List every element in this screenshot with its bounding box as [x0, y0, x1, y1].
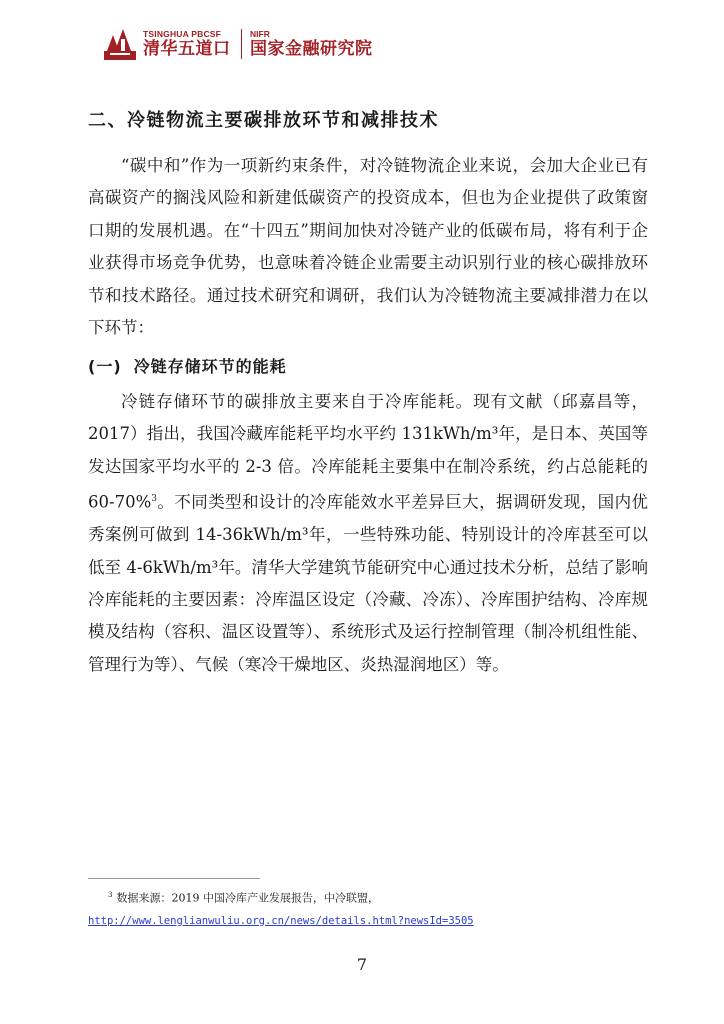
footnote-reference[interactable]: 3 [151, 494, 157, 505]
nifr-chinese: 国家金融研究院 [250, 39, 373, 60]
footnote-link[interactable]: http://www.lenglianwuliu.org.cn/news/details.html?newsId=3505 [88, 914, 474, 927]
footnote-line [88, 884, 648, 910]
section-title: 二、冷链物流主要碳排放环节和减排技术 [88, 110, 439, 131]
nifr-english: NIFR [250, 28, 270, 39]
brand-english: TSINGHUA PBCSF [143, 28, 222, 39]
nifr-block [250, 30, 373, 59]
footnote [88, 884, 648, 933]
brand-chinese: 清华五道口 [143, 39, 231, 60]
logo-divider [241, 29, 243, 59]
page-number: 7 [356, 955, 368, 974]
subsection-title [88, 354, 287, 377]
brand-block [143, 30, 231, 59]
body-text-part1: 冷链存储环节的碳排放主要来自于冷库能耗。现有文献（邱嘉昌等，2017）指出，我国冷藏库能耗平均水平约 131kWh/m³年，是日本、英国等发达国家平均水平的 2-3 倍。冷库能耗主要集中在制冷系统，约占总能耗的 60-70% [88, 392, 648, 512]
body-text-part2: 。不同类型和设计的冷库能效水平差异巨大，据调研发现，国内优秀案例可做到 14-36kWh/m³年，一些特殊功能、特别设计的冷库甚至可以低至 4-6kWh/m³年。清华大学建筑节能研究中心通过技术分析，总结了影响冷库能耗的主要因素：冷库温区设定（冷藏、冷冻）、冷库围护结构、冷库规模及结构（容积、温区设置等）、系统形式及运行控制管理（制冷机组性能、管理行为等）、气候（寒冷干燥地区、炎热湿润地区）等。 [88, 492, 648, 674]
intro-paragraph: “碳中和”作为一项新约束条件，对冷链物流企业来说，会加大企业已有高碳资产的搁浅风险和新建低碳资产的投资成本，但也为企业提供了政策窗口期的发展机遇。在“十四五”期间加快对冷链产业的低碳布局，将有利于企业获得市场竞争优势，也意味着冷链企业需要主动识别行业的核心碳排放环节和技术路径。通过技术研究和调研，我们认为冷链物流主要减排潜力在以下环节： [88, 156, 648, 338]
subsection-title-text: 冷链存储环节的能耗 [133, 357, 287, 376]
footnote-divider [88, 878, 260, 879]
body-paragraph [88, 386, 648, 681]
footnote-marker: 3 [108, 891, 113, 899]
tsinghua-logo-icon [103, 27, 137, 61]
header-logo [103, 22, 373, 66]
subsection-number: (一) [88, 357, 122, 376]
footnote-text: 数据来源：2019 中国冷库产业发展报告，中冷联盟， [116, 891, 379, 905]
